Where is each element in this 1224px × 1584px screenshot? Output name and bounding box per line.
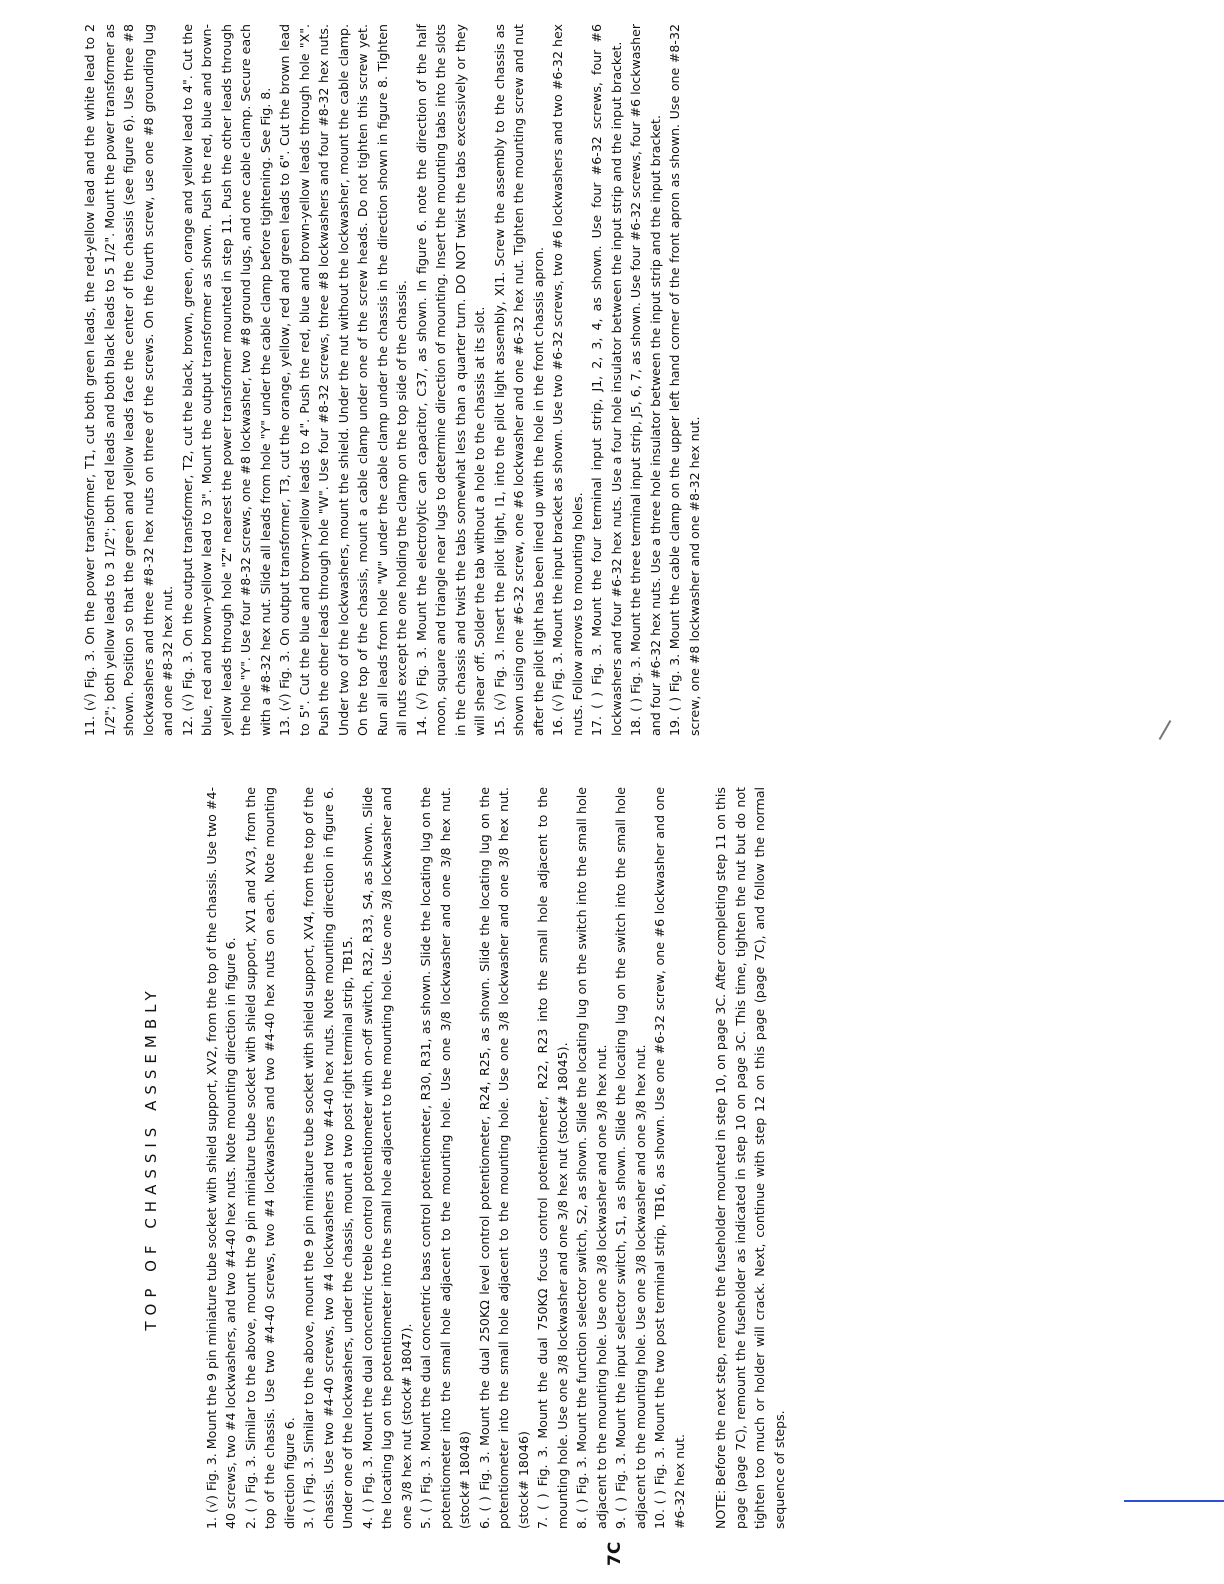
step-19: 19. ( ) Fig. 3. Mount the cable clamp on the upper left hand corner of the front apron as shown. Use one #8-32 screw, one #8 lockwasher and one #8-32 hex nut. xyxy=(667,24,702,736)
right-column xyxy=(80,24,704,736)
step-4: 4. ( ) Fig. 3. Mount the dual concentric treble control potentiometer with on-off switch, R32, R33, S4, as shown. Slide the locating lug on the potentiometer into the small hole adjacent to the mounting hole. Use one 3/8 lockwasher and one 3/8 hex nut (stock# 18047). xyxy=(359,787,414,1529)
step-1: 1. (√) Fig. 3. Mount the 9 pin miniature tube socket with shield support, XV2, from the top of the chassis. Use two #4-40 screws, two #4 lockwashers, and two #4-40 hex nuts. Note mounting direction in figure 6. xyxy=(203,787,238,1529)
page-title: TOP OF CHASSIS ASSEMBLY xyxy=(142,985,160,1331)
page-number: 7C xyxy=(605,1541,625,1566)
step-10: 10. ( ) Fig. 3. Mount the two post terminal strip, TB16, as shown. Use one #6-32 screw, one #6 lockwasher and one #6-32 hex nut. xyxy=(652,787,687,1529)
step-12: 12. (√) Fig. 3. On the output transformer, T2, cut the black, brown, green, orange and yellow lead to 4". Cut the blue, red and brown-yellow lead to 3". Mount the output transformer as shown. Push the red, blue and brown-yellow leads through hole "Z" nearest the power transformer mounted in step 11. Push the other leads through the hole "Y". Use four #8-32 screws, one #8 lockwasher, two #8 ground lugs, and one cable clamp. Secure each with a #8-32 hex nut. Slide all leads from hole "Y" under the cable clamp before tightening. See Fig. 8. xyxy=(179,23,273,736)
step-8: 8. ( ) Fig. 3. Mount the function selector switch, S2, as shown. Slide the locating lug on the switch into the small hole adjacent to the mounting hole. Use one 3/8 lockwasher and one 3/8 hex nut. xyxy=(574,787,609,1529)
step-11: 11. (√) Fig. 3. On the power transformer, T1, cut both green leads, the red-yellow lead and the white lead to 2 1/2"; both yellow leads to 3 1/2"; both red leads and both black leads to 5 1/2". Mount the power transformer as shown. Position so that the green and yellow leads face the center of the chassis (see figure 6). Use three #8 lockwashers and three #8-32 hex nuts on three of the screws. On the fourth screw, use one #8 grounding lug and one #8-32 hex nut. xyxy=(82,24,175,736)
step-14: 14. (√) Fig. 3. Mount the electrolytic can capacitor, C37, as shown. In figure 6. note the direction of the half moon, square and triangle near lugs to determine direction of mounting. Insert the mounting tabs into the slots in the chassis and twist the tabs somewhat less than a quarter turn. DO NOT twist the tabs excessively or they will shear off. Solder the tab without a hole to the chassis at its slot. xyxy=(413,24,487,736)
step-16: 16. (√) Fig. 3. Mount the input bracket as shown. Use two #6-32 screws, two #6 lockwashers and two #6-32 hex nuts. Follow arrows to mounting holes. xyxy=(550,24,585,736)
pencil-mark xyxy=(1159,720,1172,740)
step-6: 6. ( ) Fig. 3. Mount the dual 250KΩ level control potentiometer, R24, R25, as shown. Slide the locating lug on the potentiometer into the small hole adjacent to the mounting hole. Use one 3/8 lockwasher and one 3/8 hex nut. (stock# 18046) xyxy=(476,787,531,1529)
step-9: 9. ( ) Fig. 3. Mount the input selector switch, S1, as shown. Slide the locating lug on the switch into the small hole adjacent to the mounting hole. Use one 3/8 lockwasher and one 3/8 hex nut. xyxy=(613,787,648,1529)
left-column xyxy=(142,787,789,1529)
step-15: 15. (√) Fig. 3. Insert the pilot light, I1, into the pilot light assembly, XI1. Screw the assembly to the chassis as shown using one #6-32 screw, one #6 lockwasher and one #6-32 hex nut. Tighten the mounting screw and nut after the pilot light has been lined up with the hole in the front chassis apron. xyxy=(491,24,546,736)
step-2: 2. ( ) Fig. 3. Similar to the above, mount the 9 pin miniature tube socket with shield support, XV1 and XV3, from the top of the chassis. Use two #4-40 screws, two #4 lockwashers and two #4-40 hex nuts on each. Note mounting direction figure 6. xyxy=(242,787,297,1529)
step-18: 18. ( ) Fig. 3. Mount the three terminal input strip, J5, 6, 7, as shown. Use four #6-32 screws, four #6 lockwasher and four #6-32 hex nuts. Use a three hole insulator between the input strip and the input bracket. xyxy=(628,24,663,736)
step-3: 3. ( ) Fig. 3. Similar to the above, mount the 9 pin miniature tube socket with shield support, XV4, from the top of the chassis. Use two #4-40 screws, two #4 lockwashers and two #4-40 hex nuts. Note mounting direction in figure 6. Under one of the lockwashers, under the chassis, mount a two post right terminal strip, TB15. xyxy=(301,787,355,1529)
step-13: 13. (√) Fig. 3. On output transformer, T3, cut the orange, yellow, red and green leads to 6". Cut the brown lead to 5". Cut the blue and brown-yellow leads to 4". Push the red, blue and brown-yellow leads through hole "X". Push the other leads through hole "W". Use four #8-32 screws, three #8 lockwashers and four #8-32 hex nuts. Under two of the lockwashers, mount the shield. Under the nut without the lockwasher, mount the cable clamp. On the top of the chassis, mount a cable clamp under one of the screw heads. Do not tighten this screw yet. Run all leads from hole "W" under the cable clamp under the chassis in the direction shown in figure 8. Tighten all nuts except the one holding the clamp on the top side of the chassis. xyxy=(277,24,409,736)
step-17: 17. ( ) Fig. 3. Mount the four terminal input strip, J1, 2, 3, 4, as shown. Use four #6-32 screws, four #6 lockwashers and four #6-32 hex nuts. Use a four hole insulator between the input strip and the input bracket. xyxy=(589,24,624,736)
blue-margin-line xyxy=(1124,1500,1224,1502)
note-paragraph: NOTE: Before the next step, remove the fuseholder mounted in step 10, on page 3C. After completing step 11 on this page (page 7C), remount the fuseholder as indicated in step 10 on page 3C. This time, tighten the nut but do not tighten too much or holder will crack. Next, continue with step 12 on this page (page 7C), and follow the normal sequence of steps. xyxy=(713,787,787,1529)
step-5: 5. ( ) Fig. 3. Mount the dual concentric bass control potentiometer, R30, R31, as shown. Slide the locating lug on the potentiometer into the small hole adjacent to the mounting hole. Use one 3/8 lockwasher and one 3/8 hex nut. (stock# 18048) xyxy=(418,787,472,1529)
step-7: 7. ( ) Fig. 3. Mount the dual 750KΩ focus control potentiometer, R22, R23 into the small hole adjacent to the mounting hole. Use one 3/8 lockwasher and one 3/8 hex nut (stock# 18045). xyxy=(535,787,570,1529)
